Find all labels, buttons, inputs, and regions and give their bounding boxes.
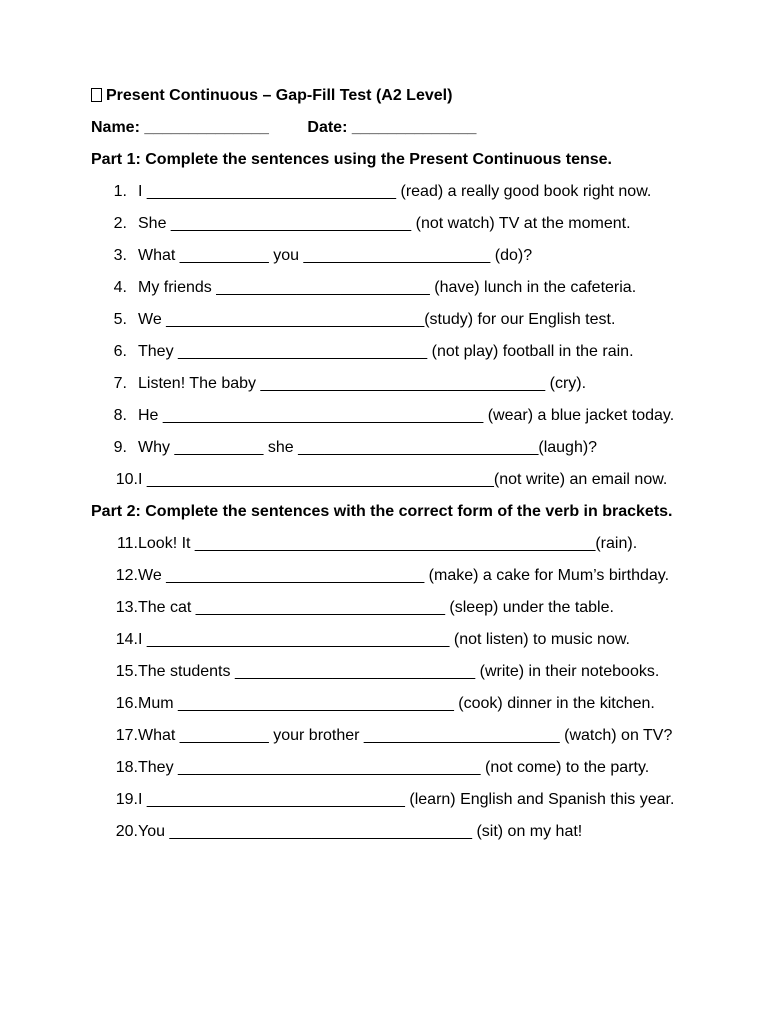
item-sentence[interactable]: The cat ____________________________ (sleep) under the table. [138, 599, 614, 616]
item-number: 18. [115, 759, 138, 776]
title-text: Present Continuous – Gap-Fill Test (A2 Level) [106, 87, 453, 104]
list-item [91, 564, 711, 588]
list-item [91, 468, 711, 492]
item-sentence[interactable]: He ____________________________________ (wear) a blue jacket today. [138, 407, 675, 424]
list-item [91, 180, 711, 204]
item-number: 9. [113, 439, 127, 456]
student-info [91, 116, 711, 140]
list-item [91, 276, 711, 300]
item-number: 4. [113, 279, 127, 296]
list-item [91, 724, 711, 748]
item-number: 13. [115, 599, 138, 616]
list-item [91, 532, 711, 556]
list-item [91, 308, 711, 332]
item-number: 14. [115, 631, 138, 648]
name-field[interactable]: Name: ______________ [91, 119, 269, 136]
list-item [91, 756, 711, 780]
item-sentence[interactable]: Mum _______________________________ (cook) dinner in the kitchen. [138, 695, 655, 712]
list-item [91, 372, 711, 396]
item-number: 11. [116, 535, 138, 552]
list-item [91, 660, 711, 684]
item-sentence[interactable]: I ____________________________ (read) a really good book right now. [138, 183, 652, 200]
item-sentence[interactable]: Listen! The baby ________________________________ (cry). [138, 375, 587, 392]
item-sentence[interactable]: We _____________________________ (make) a cake for Mum’s birthday. [138, 567, 670, 584]
list-item [91, 436, 711, 460]
item-sentence[interactable]: I _____________________________ (learn) English and Spanish this year. [138, 791, 675, 808]
list-item [91, 212, 711, 236]
part2-list [91, 532, 711, 844]
item-number: 19. [115, 791, 138, 808]
item-sentence[interactable]: I __________________________________ (not listen) to music now. [138, 631, 630, 648]
list-item [91, 340, 711, 364]
date-field[interactable]: Date: ______________ [307, 119, 477, 136]
item-number: 1. [113, 183, 127, 200]
item-number: 16. [115, 695, 138, 712]
part1-list [91, 180, 711, 492]
part1-heading: Part 1: Complete the sentences using the Present Continuous tense. [91, 151, 612, 168]
document-icon [91, 88, 102, 102]
item-number: 12. [115, 567, 138, 584]
item-sentence[interactable]: They __________________________________ (not come) to the party. [138, 759, 650, 776]
item-number: 15. [115, 663, 138, 680]
item-sentence[interactable]: The students ___________________________ (write) in their notebooks. [138, 663, 660, 680]
list-item [91, 404, 711, 428]
list-item [91, 244, 711, 268]
item-number: 20. [115, 823, 138, 840]
part2-heading: Part 2: Complete the sentences with the correct form of the verb in brackets. [91, 503, 673, 520]
item-sentence[interactable]: She ___________________________ (not watch) TV at the moment. [138, 215, 631, 232]
item-sentence[interactable]: Why __________ she ___________________________(laugh)? [138, 439, 598, 456]
item-number: 3. [113, 247, 127, 264]
item-sentence[interactable]: We _____________________________(study) for our English test. [138, 311, 616, 328]
item-number: 10. [115, 471, 138, 488]
item-number: 6. [113, 343, 127, 360]
item-number: 5. [113, 311, 127, 328]
item-sentence[interactable]: I _______________________________________(not write) an email now. [138, 471, 668, 488]
item-number: 8. [113, 407, 127, 424]
item-sentence[interactable]: You __________________________________ (sit) on my hat! [138, 823, 583, 840]
item-number: 7. [113, 375, 127, 392]
list-item [91, 820, 711, 844]
list-item [91, 628, 711, 652]
item-sentence[interactable]: They ____________________________ (not play) football in the rain. [138, 343, 634, 360]
list-item [91, 596, 711, 620]
item-number: 17. [115, 727, 138, 744]
item-sentence[interactable]: My friends ________________________ (have) lunch in the cafeteria. [138, 279, 637, 296]
item-sentence[interactable]: Look! It _____________________________________________(rain). [138, 535, 638, 552]
page-title [91, 84, 711, 108]
worksheet [91, 84, 711, 844]
item-sentence[interactable]: What __________ your brother ______________________ (watch) on TV? [138, 727, 673, 744]
list-item [91, 692, 711, 716]
item-number: 2. [113, 215, 127, 232]
list-item [91, 788, 711, 812]
item-sentence[interactable]: What __________ you _____________________ (do)? [138, 247, 533, 264]
